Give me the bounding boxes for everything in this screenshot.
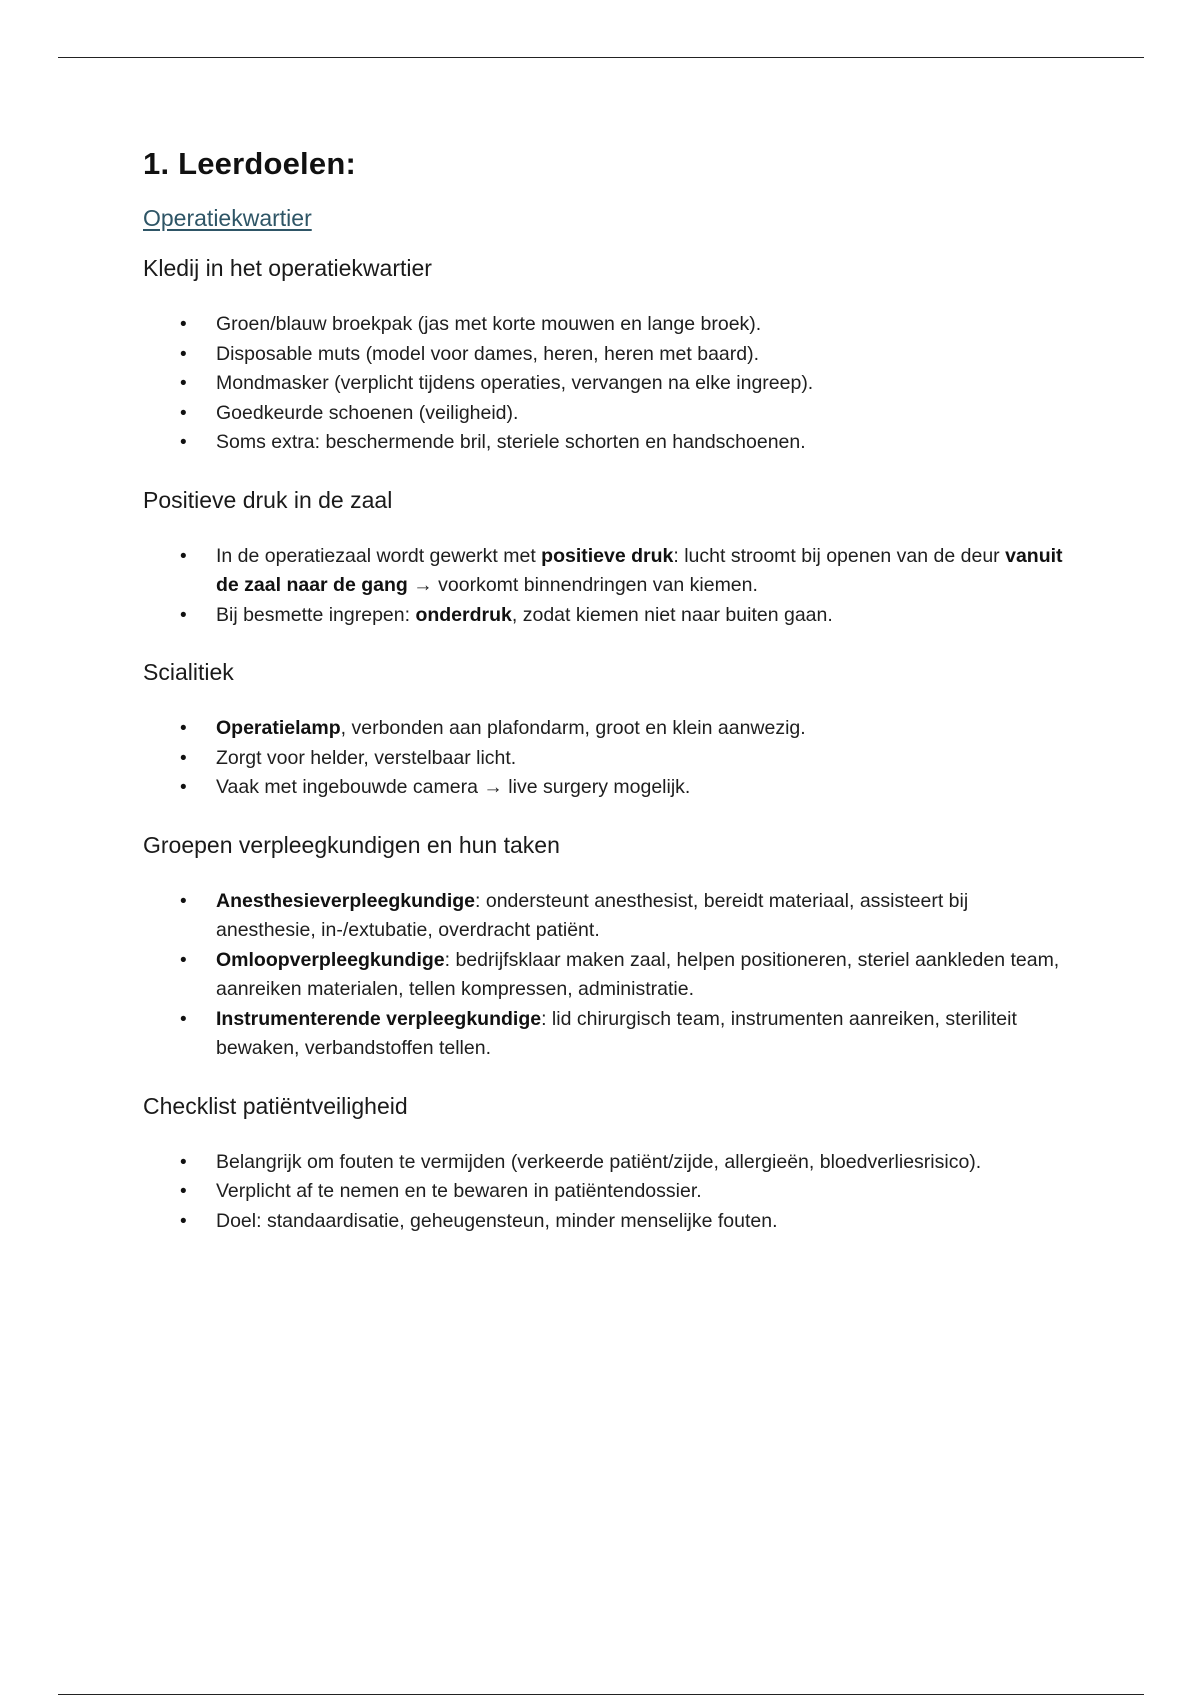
item-text: : ondersteunt anesthesist, bereidt materiaal, assisteert bij anesthesie, in-/extubatie, overdracht patiënt. bbox=[216, 889, 969, 941]
item-text: : lucht stroomt bij openen van de deur bbox=[673, 544, 1006, 567]
item-bold: Instrumenterende verpleegkundige bbox=[216, 1007, 542, 1030]
item-bold: Anesthesieverpleegkundige bbox=[216, 889, 476, 912]
item-text: : bedrijfsklaar maken zaal, helpen positioneren, steriel aankleden team, aanreiken materialen, tellen kompressen, administratie. bbox=[216, 948, 1060, 1000]
section-title-positieve-druk: Positieve druk in de zaal bbox=[143, 486, 393, 513]
list-item: • Groen/blauw broekpak (jas met korte mouwen en lange broek). bbox=[143, 310, 1063, 340]
list-item bbox=[143, 946, 1063, 1005]
list-item: • Zorgt voor helder, verstelbaar licht. bbox=[143, 744, 1063, 774]
list-item bbox=[143, 542, 1063, 601]
list-item bbox=[143, 1005, 1063, 1064]
list-item: • Doel: standaardisatie, geheugensteun, minder menselijke fouten. bbox=[143, 1207, 1063, 1237]
section-title-checklist: Checklist patiëntveiligheid bbox=[143, 1092, 408, 1119]
list-item bbox=[143, 714, 1063, 744]
list-item: • Verplicht af te nemen en te bewaren in patiëntendossier. bbox=[143, 1177, 1063, 1207]
item-bold: Omloopverpleegkundige bbox=[216, 948, 445, 971]
list-item: • Belangrijk om fouten te vermijden (verkeerde patiënt/zijde, allergieën, bloedverliesrisico). bbox=[143, 1148, 1063, 1178]
item-text: In de operatiezaal wordt gewerkt met bbox=[216, 544, 542, 567]
scialitiek-list bbox=[143, 714, 1063, 803]
item-text: Bij besmette ingrepen: bbox=[216, 603, 416, 626]
operatiekwartier-link[interactable]: Operatiekwartier bbox=[143, 205, 312, 231]
page-title: 1. Leerdoelen: bbox=[143, 146, 356, 181]
item-bold: Operatielamp bbox=[216, 717, 341, 739]
checklist-list bbox=[143, 1148, 1063, 1237]
list-item: • Goedkeurde schoenen (veiligheid). bbox=[143, 399, 1063, 429]
section-title-kledij: Kledij in het operatiekwartier bbox=[143, 255, 432, 281]
groepen-list bbox=[143, 887, 1063, 1064]
item-text: : lid chirurgisch team, instrumenten aanreiken, steriliteit bewaken, verbandstoffen tellen. bbox=[216, 1007, 1017, 1059]
list-item: • Vaak met ingebouwde camera → live surgery mogelijk. bbox=[143, 773, 1063, 803]
list-item: • Disposable muts (model voor dames, heren, heren met baard). bbox=[143, 340, 1063, 370]
positieve-druk-list bbox=[143, 542, 1063, 631]
item-text: , zodat kiemen niet naar buiten gaan. bbox=[511, 603, 833, 626]
bottom-rule bbox=[58, 1694, 1144, 1695]
document-body bbox=[143, 140, 1063, 1236]
item-bold: vanuit de zaal naar de gang bbox=[216, 544, 1063, 596]
item-text: , verbonden aan plafondarm, groot en klein aanwezig. bbox=[340, 717, 806, 739]
item-bold: onderdruk bbox=[415, 603, 512, 626]
list-item bbox=[143, 601, 1063, 631]
kledij-list bbox=[143, 310, 1063, 458]
top-rule bbox=[58, 57, 1144, 58]
item-bold: positieve druk bbox=[541, 544, 674, 567]
list-item: • Soms extra: beschermende bril, steriele schorten en handschoenen. bbox=[143, 428, 1063, 458]
item-text: → voorkomt binnendringen van kiemen. bbox=[407, 574, 758, 596]
list-item: • Mondmasker (verplicht tijdens operaties, vervangen na elke ingreep). bbox=[143, 369, 1063, 399]
section-title-scialitiek: Scialitiek bbox=[143, 659, 234, 685]
list-item bbox=[143, 887, 1063, 946]
section-title-groepen: Groepen verpleegkundigen en hun taken bbox=[143, 831, 560, 858]
